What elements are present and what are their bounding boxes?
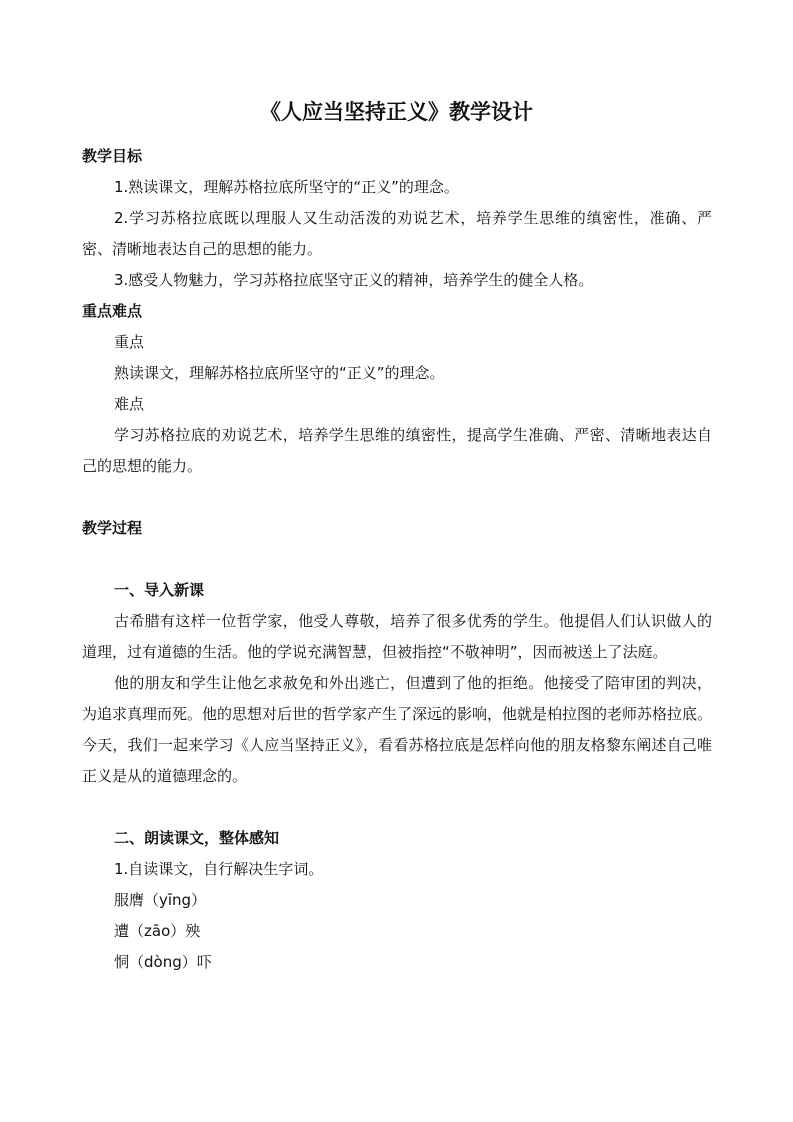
spacer	[82, 792, 712, 823]
difficulty-text: 学习苏格拉底的劝说艺术，培养学生思维的缜密性，提高学生准确、严密、清晰地表达自己的思想的能力。	[82, 426, 712, 475]
section2-heading: 二、朗读课文，整体感知	[114, 829, 280, 847]
spacer	[82, 544, 712, 575]
section1-heading: 一、导入新课	[114, 581, 205, 599]
vocab-word-1: 服膺（yīng）	[114, 891, 207, 909]
section1-paragraph-1: 古希腊有这样一位哲学家，他受人尊敬，培养了很多优秀的学生。他提倡人们认识做人的道理，过有道德的生活。他的学说充满智慧，但被指控“不敬神明”，因而被送上了法庭。	[82, 612, 712, 661]
goal-item-2: 2.学习苏格拉底既以理服人又生动活泼的劝说艺术，培养学生思维的缜密性，准确、严密、清晰地表达自己的思想的能力。	[82, 209, 712, 258]
section1-paragraph-2: 他的朋友和学生让他乞求赦免和外出逃亡，但遭到了他的拒绝。他接受了陪审团的判决，为追求真理而死。他的思想对后世的哲学家产生了深远的影响，他就是柏拉图的老师苏格拉底。今天，我们一起来学习《人应当坚持正义》，看看苏格拉底是怎样向他的朋友格黎东阐述自己唯正义是从的道德理念的。	[82, 674, 713, 785]
goal-item-1: 1.熟读课文，理解苏格拉底所坚守的“正义”的理念。	[114, 178, 459, 196]
key-label: 重点	[114, 333, 145, 351]
section2-item-1: 1.自读课文，自行解决生字词。	[114, 860, 324, 878]
goal-item-3: 3.感受人物魅力，学习苏格拉底坚守正义的精神，培养学生的健全人格。	[114, 271, 594, 289]
key-text: 熟读课文，理解苏格拉底所坚守的“正义”的理念。	[114, 364, 445, 382]
document-title: 《人应当坚持正义》教学设计	[260, 100, 533, 124]
vocab-word-3: 恫（dòng）吓	[114, 953, 212, 971]
key-points-heading: 重点难点	[82, 302, 143, 320]
goals-heading: 教学目标	[82, 147, 143, 165]
spacer	[82, 482, 712, 513]
document-body	[82, 141, 712, 978]
process-heading: 教学过程	[82, 519, 143, 537]
difficulty-label: 难点	[114, 395, 145, 413]
vocab-word-2: 遭（zāo）殃	[114, 922, 201, 940]
